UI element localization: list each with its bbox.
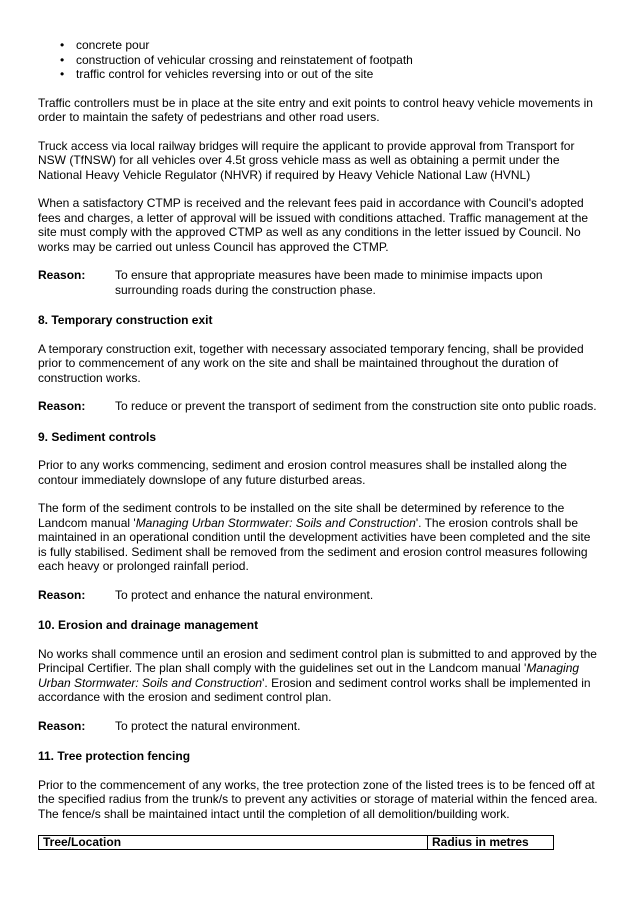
document-page xyxy=(38,38,598,850)
reason-text: To protect the natural environment. xyxy=(115,718,301,733)
reason-text: To ensure that appropriate measures have been made to minimise impacts upon surrounding roads during the construction phase. xyxy=(115,268,543,297)
reason-block xyxy=(38,268,598,297)
section-heading-11: 11. Tree protection fencing xyxy=(38,749,191,763)
manual-title: Managing Urban Stormwater: Soils and Construction xyxy=(135,515,416,530)
reason-label: Reason: xyxy=(38,587,86,602)
table-header-radius: Radius in metres xyxy=(428,836,554,850)
truck-access-paragraph: Truck access via local railway bridges will require the applicant to provide approval from Transport for NSW (TfNSW) for all vehicles over 4.5t gross vehicle mass as well as obtaining a permit under the National Heavy Vehicle Regulator (NHVR) if required by Heavy Vehicle National Law (HVNL) xyxy=(38,138,575,182)
section-heading-9: 9. Sediment controls xyxy=(38,429,157,444)
reason-block xyxy=(38,399,598,414)
traffic-bullet-list xyxy=(38,38,598,82)
reason-label: Reason: xyxy=(38,268,86,282)
section-9-body-1: Prior to any works commencing, sediment and erosion control measures shall be installed along the contour immediately downslope of any future disturbed areas. xyxy=(38,458,567,487)
section-10-body xyxy=(38,647,598,705)
list-item: • concrete pour xyxy=(38,38,598,53)
reason-block xyxy=(38,719,598,734)
section-8-body: A temporary construction exit, together with necessary associated temporary fencing, shall be provided prior to commencement of any work on the site and shall be maintained throughout the duration of construction works. xyxy=(38,341,584,385)
text-run: The form of the sediment controls to be installed on the site shall be determined by reference to the Landcom manual ' xyxy=(38,501,565,530)
traffic-controllers-paragraph: Traffic controllers must be in place at the site entry and exit points to control heavy vehicle movements in order to maintain the safety of pedestrians and other road users. xyxy=(38,95,593,124)
section-9-body-2 xyxy=(38,501,598,574)
table-header-row xyxy=(39,836,554,850)
reason-label: Reason: xyxy=(38,399,86,413)
section-11-body: Prior to the commencement of any works, the tree protection zone of the listed trees is to be fenced off at the specified radius from the trunk/s to prevent any activities or storage of material within the fenced area. The fence/s shall be maintained intact until the completion of all demolition/building work. xyxy=(38,777,598,821)
list-item: • construction of vehicular crossing and reinstatement of footpath xyxy=(38,53,598,68)
text-run: '. The erosion controls shall be maintained in an operational condition until the development activities have been completed and the site is fully stabilised. Sediment shall be removed from the sediment and erosion control measures following each heavy or prolonged rainfall period. xyxy=(38,515,591,573)
reason-label: Reason: xyxy=(38,718,86,733)
ctmp-approval-paragraph: When a satisfactory CTMP is received and the relevant fees paid in accordance with Council's adopted fees and charges, a letter of approval will be issued with conditions attached. Traffic management at the site must comply with the approved CTMP as well as any conditions in the letter issued by Council. No works may be carried out unless Council has approved the CTMP. xyxy=(38,196,589,254)
reason-text: To protect and enhance the natural environment. xyxy=(115,587,374,602)
section-heading-10: 10. Erosion and drainage management xyxy=(38,618,259,632)
tree-protection-table xyxy=(38,835,554,850)
reason-block xyxy=(38,588,598,603)
text-run: No works shall commence until an erosion and sediment control plan is submitted to and approved by the Principal Certifier. The plan shall comply with the guidelines set out in the Landcom manual ' xyxy=(38,646,597,675)
text-run: '. Erosion and sediment control works shall be implemented in accordance with the erosion and sediment control plan. xyxy=(38,675,591,704)
reason-text: To reduce or prevent the transport of sediment from the construction site onto public roads. xyxy=(115,399,597,413)
table-header-tree-location: Tree/Location xyxy=(39,836,428,850)
list-item: • traffic control for vehicles reversing into or out of the site xyxy=(38,67,598,82)
section-heading-8: 8. Temporary construction exit xyxy=(38,313,213,327)
manual-title: Managing Urban Stormwater: Soils and Construction xyxy=(38,661,580,690)
